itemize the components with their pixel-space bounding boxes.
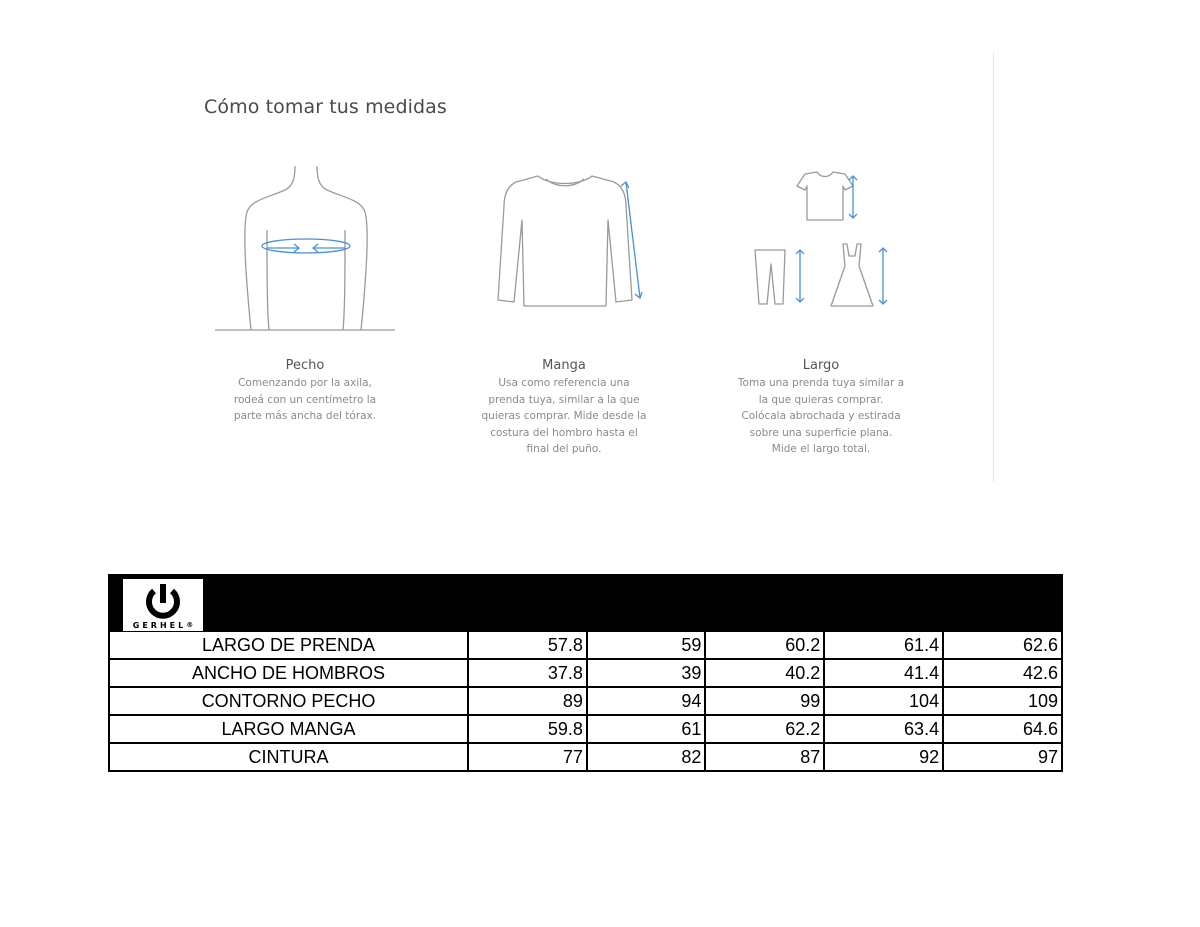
caption-largo [721, 358, 921, 458]
size-header: XL [824, 603, 943, 631]
table-cell: 104 [824, 687, 943, 715]
row-label: LARGO MANGA [109, 715, 468, 743]
divider [993, 52, 994, 482]
model-name: MODELO 50 [234, 592, 344, 613]
table-cell: 77 [468, 743, 587, 771]
table-cell: 40.2 [705, 659, 824, 687]
table-cell: 87 [705, 743, 824, 771]
table-cell: 94 [587, 687, 705, 715]
row-label: CONTORNO PECHO [109, 687, 468, 715]
table-cell: 61.4 [824, 631, 943, 659]
size-header: L [705, 603, 824, 631]
table-row [109, 659, 1062, 687]
table-row [109, 715, 1062, 743]
caption-line: Comenzando por la axila, [238, 377, 372, 389]
brand-logo [123, 579, 203, 631]
caption-heading: Manga [542, 358, 586, 373]
caption-line: parte más ancha del tórax. [233, 410, 377, 422]
caption-line: sobre una superficie plana. [749, 426, 893, 439]
table-cell: 57.8 [468, 631, 587, 659]
caption-line: Colócala abrochada y estirada [741, 410, 901, 422]
table-cell: 82 [587, 743, 705, 771]
table-row [109, 687, 1062, 715]
caption-line: final del puño. [526, 443, 602, 455]
row-label: ANCHO DE HOMBROS [109, 659, 468, 687]
table-row [109, 631, 1062, 659]
caption-line: la que quieras comprar. [758, 393, 884, 406]
torso-chest-icon [205, 160, 405, 340]
table-cell: 109 [943, 687, 1062, 715]
power-icon [123, 581, 203, 623]
size-header: M [587, 603, 705, 631]
table-cell: 37.8 [468, 659, 587, 687]
table-cell: 97 [943, 743, 1062, 771]
table-cell: 61 [587, 715, 705, 743]
logo-text: GERHEL® [132, 621, 194, 630]
size-header: XXL [943, 603, 1062, 631]
table-cell: 92 [824, 743, 943, 771]
table-cell: 64.6 [943, 715, 1062, 743]
caption-heading: Pecho [285, 358, 325, 373]
size-table [108, 574, 1063, 772]
caption-manga [464, 358, 664, 458]
table-cell: 59 [587, 631, 705, 659]
table-cell: 59.8 [468, 715, 587, 743]
table-cell: 63.4 [824, 715, 943, 743]
table-cell: 89 [468, 687, 587, 715]
caption-pecho [205, 358, 405, 425]
caption-line: Mide el largo total. [771, 443, 871, 455]
garment-length-icon [721, 160, 921, 320]
table-cell: 42.6 [943, 659, 1062, 687]
table-cell: 62.6 [943, 631, 1062, 659]
caption-line: Usa como referencia una [498, 377, 630, 389]
model-cell [109, 575, 468, 631]
table-cell: 60.2 [705, 631, 824, 659]
caption-line: Toma una prenda tuya similar a [737, 377, 905, 389]
caption-line: rodeá con un centímetro la [233, 393, 377, 406]
caption-heading: Largo [802, 358, 840, 373]
caption-line: prenda tuya, similar a la que [488, 393, 640, 406]
table-cell: 62.2 [705, 715, 824, 743]
long-sleeve-shirt-icon [464, 160, 664, 320]
units-header: MEDIDAS EN CM [468, 575, 1062, 603]
row-label: CINTURA [109, 743, 468, 771]
size-header: S [468, 603, 587, 631]
caption-line: quieras comprar. Mide desde la [481, 410, 647, 422]
caption-line: costura del hombro hasta el [490, 426, 638, 439]
table-row [109, 743, 1062, 771]
guide-title: Cómo tomar tus medidas [204, 96, 447, 118]
table-cell: 39 [587, 659, 705, 687]
registered-mark: ® [186, 621, 194, 629]
row-label: LARGO DE PRENDA [109, 631, 468, 659]
table-header-row [109, 575, 1062, 603]
table-cell: 99 [705, 687, 824, 715]
table-cell: 41.4 [824, 659, 943, 687]
